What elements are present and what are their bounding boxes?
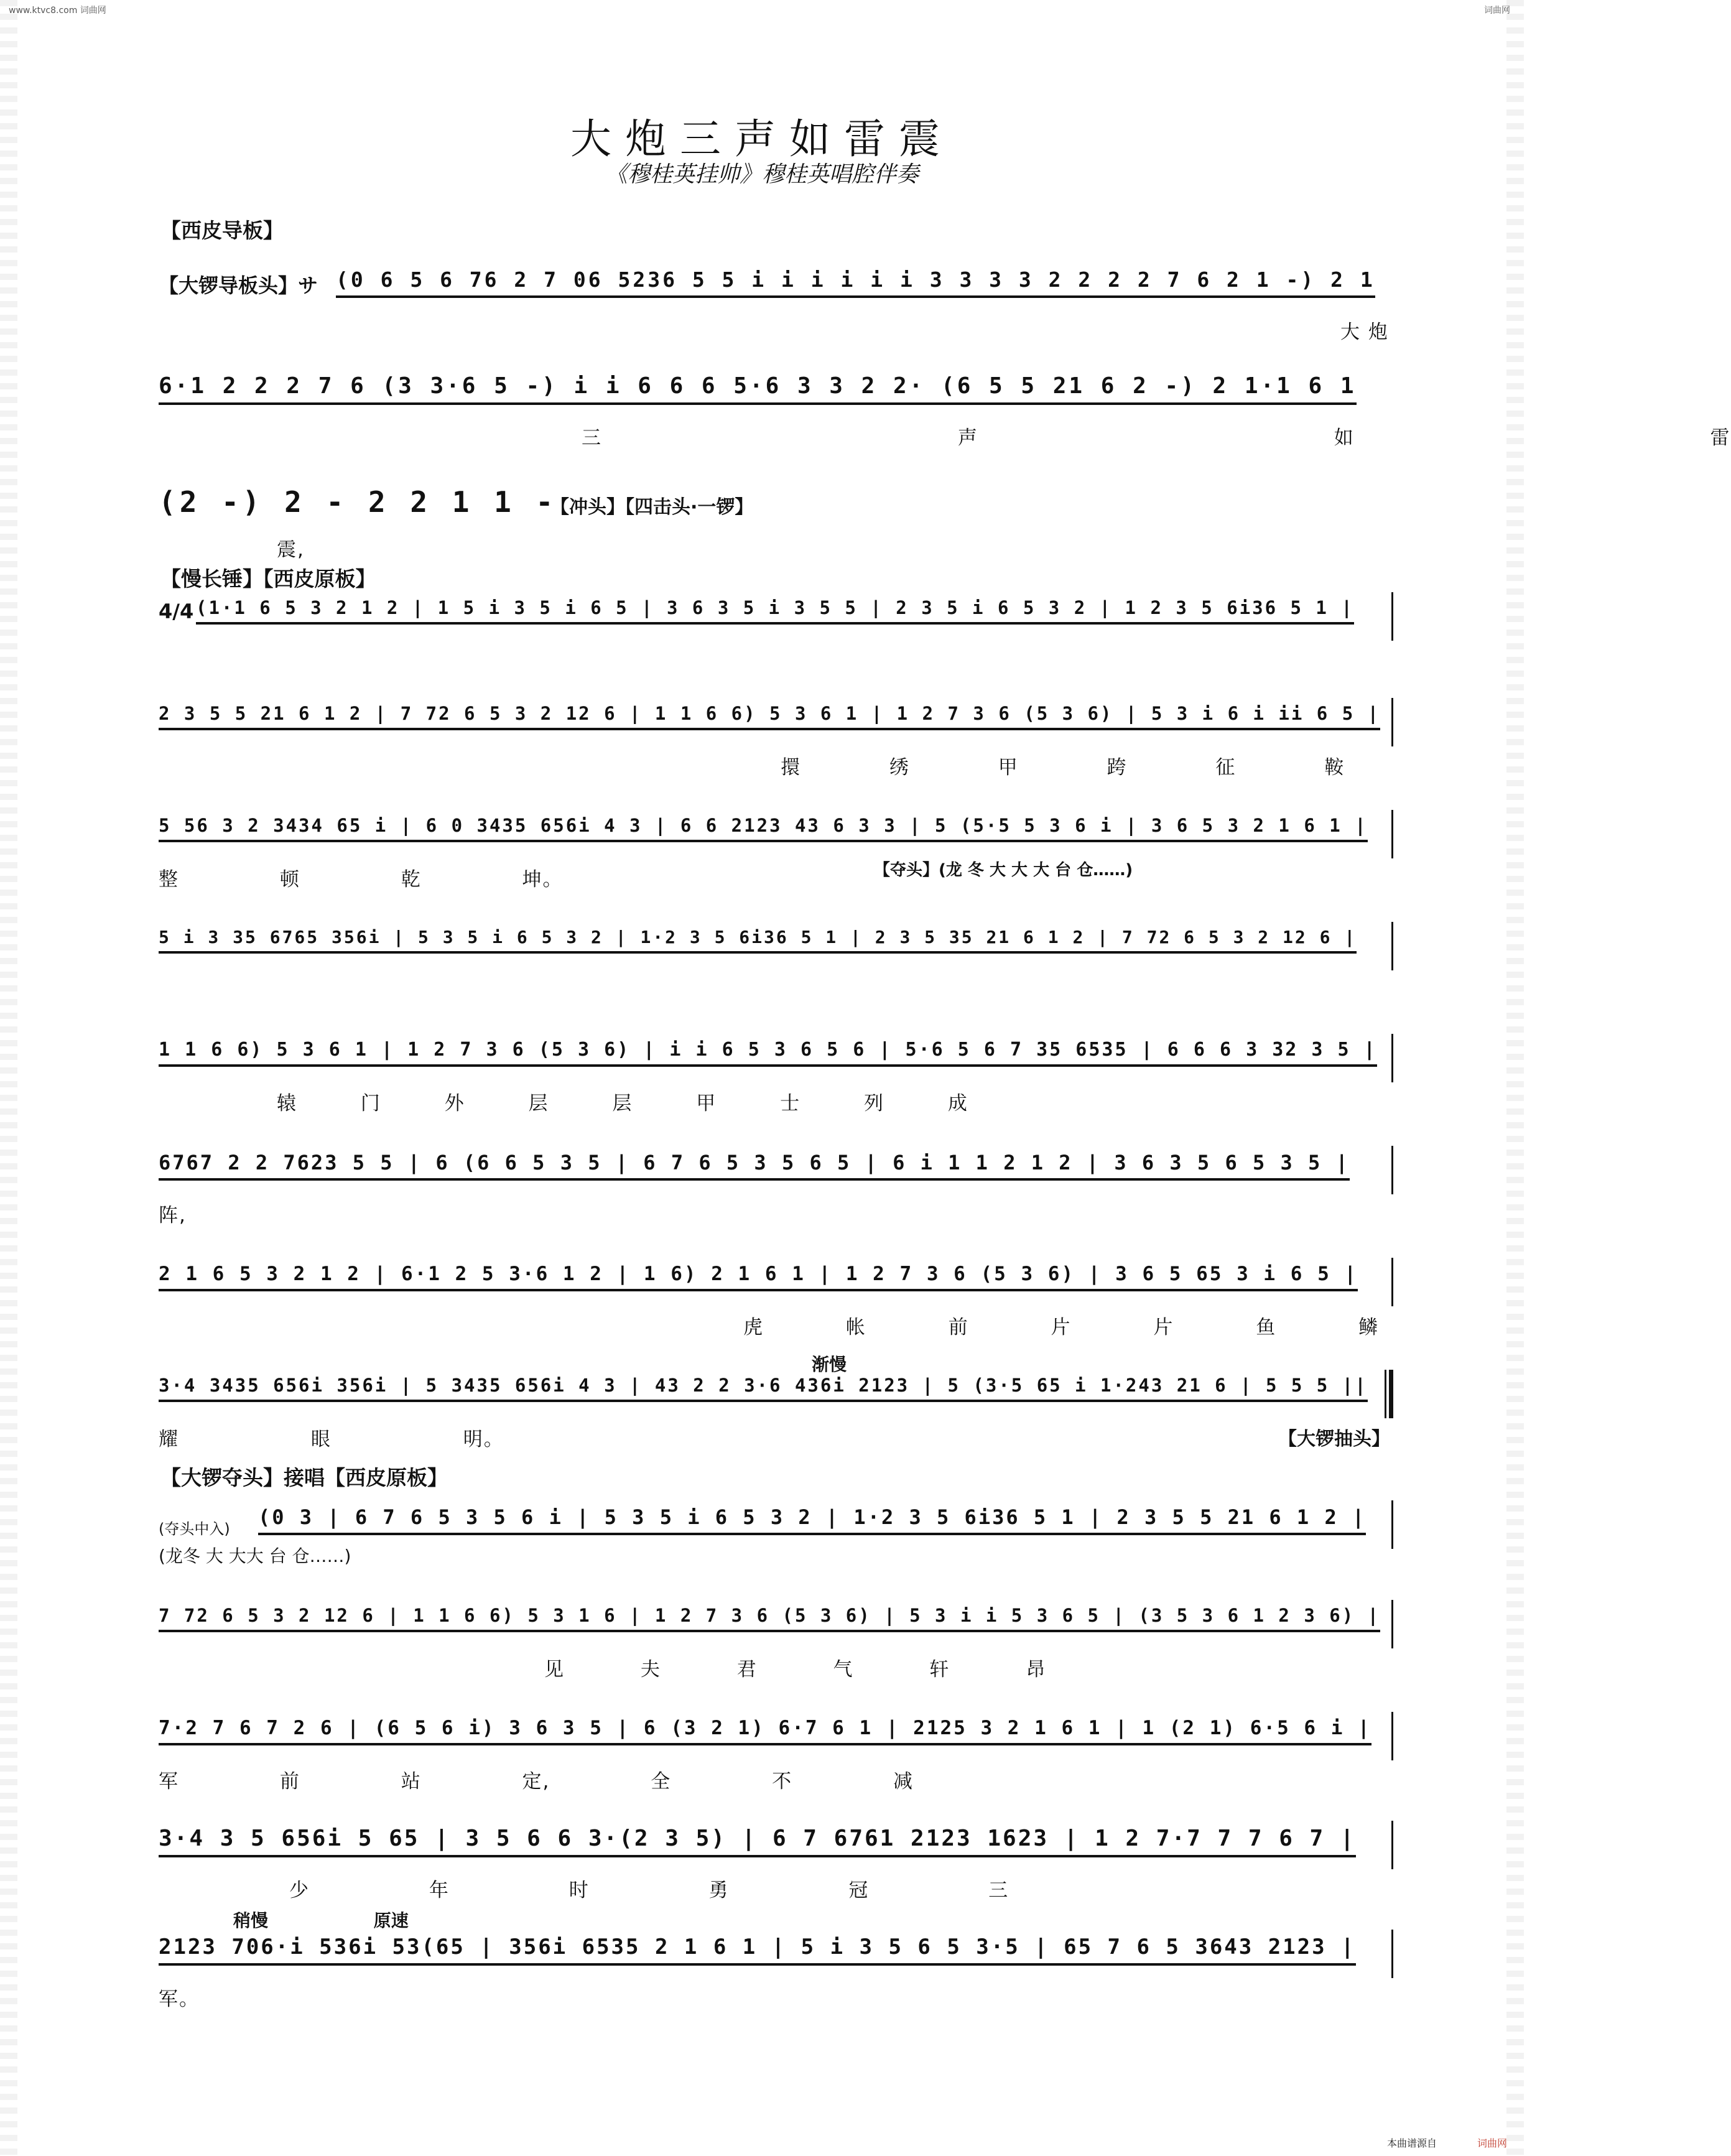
tempo-marking: 稍慢 原速 — [233, 1910, 409, 1931]
bar-line — [1391, 1146, 1393, 1194]
section-label-1: 【西皮导板】 — [160, 218, 284, 243]
footer-site-logo: 词曲网 — [1477, 2137, 1508, 2149]
left-margin-strip — [0, 0, 17, 2156]
percussion-cue: 【夺头】(龙 冬 大 大 大 台 仓……) — [874, 861, 1133, 880]
bar-line — [1391, 698, 1393, 746]
notation-line: 5 i 3 35 6765 356i | 5 3 5 i 6 5 3 2 | 1·2 3 5 6i36 5 1 | 2 3 5 35 21 6 1 2 | 7 72 6 5 3 2 12 6 | — [159, 927, 1357, 954]
lyric-line: 耀 眼 明。 — [159, 1428, 504, 1451]
percussion-cue: 【大锣抽头】 — [1278, 1428, 1390, 1450]
lyric-line: 擐 绣 甲 跨 征 鞍 — [781, 756, 1345, 779]
notation-line: (2 -) 2 - 2 2 1 1 - — [159, 485, 557, 519]
notation-line: 5 56 3 2 3434 65 i | 6 0 3435 656i 4 3 | 6 6 2123 43 6 3 3 | 5 (5·5 5 3 6 i | 3 6 5 3 2 1 6 1 | — [159, 815, 1368, 842]
notation-line: 7·2 7 6 7 2 6 | (6 5 6 i) 3 6 3 5 | 6 (3 2 1) 6·7 6 1 | 2125 3 2 1 6 1 | 1 (2 1) 6·5 6 i | — [159, 1717, 1371, 1745]
notation-line: (1·1 6 5 3 2 1 2 | 1 5 i 3 5 i 6 5 | 3 6 3 5 i 3 5 5 | 2 3 5 i 6 5 3 2 | 1 2 3 5 6i36 5 1 | — [196, 597, 1354, 625]
entry-mark: (夺头中入) — [159, 1520, 230, 1538]
notation-line: 1 1 6 6) 5 3 6 1 | 1 2 7 3 6 (5 3 6) | i i 6 5 3 6 5 6 | 5·6 5 6 7 35 6535 | 6 6 6 3 32 3 5 | — [159, 1039, 1377, 1067]
notation-line: (0 3 | 6 7 6 5 3 5 6 i | 5 3 5 i 6 5 3 2 | 1·2 3 5 6i36 5 1 | 2 3 5 5 21 6 1 2 | — [258, 1505, 1366, 1535]
lyric-line: 军。 — [159, 1988, 200, 2010]
lyric-line: 震, — [277, 539, 305, 561]
bar-line — [1391, 1500, 1393, 1549]
notation-line: 2 1 6 5 3 2 1 2 | 6·1 2 5 3·6 1 2 | 1 6) 2 1 6 1 | 1 2 7 3 6 (5 3 6) | 3 6 5 65 3 i 6 5 | — [159, 1263, 1358, 1291]
site-header-right: 词曲网 — [1484, 6, 1510, 16]
double-bar-line — [1385, 1370, 1393, 1418]
lyric-line: 辕 门 外 层 层 甲 士 列 成 — [277, 1092, 968, 1115]
bar-line — [1391, 1600, 1393, 1648]
lyric-line: 三 声 如 雷 — [582, 427, 1731, 449]
footer-source-text: 本曲谱源自 — [1387, 2137, 1437, 2149]
bar-line — [1391, 1930, 1393, 1978]
bar-line — [1391, 1258, 1393, 1306]
notation-line: 2123 706·i 536i 53(65 | 356i 6535 2 1 6 1 | 5 i 3 5 6 5 3·5 | 65 7 6 5 3643 2123 | — [159, 1935, 1356, 1966]
bar-line — [1391, 922, 1393, 970]
percussion-text: (龙冬 大 大大 台 仓……) — [159, 1546, 351, 1566]
lyric-line: 大 炮 — [1340, 321, 1389, 343]
lyric-line: 军 前 站 定, 全 不 减 — [159, 1770, 914, 1793]
notation-line: (0 6 5 6 76 2 7 06 5236 5 5 i i i i i i 3 3 3 3 2 2 2 2 7 6 2 1 -) 2 1 — [336, 267, 1375, 298]
notation-line: 7 72 6 5 3 2 12 6 | 1 1 6 6) 5 3 1 6 | 1 2 7 3 6 (5 3 6) | 5 3 i i 5 3 6 5 | (3 5 3 6 1 2 3 6) | — [159, 1605, 1380, 1632]
lyric-line: 见 夫 君 气 轩 昂 — [544, 1658, 1047, 1681]
lyric-line: 虎 帐 前 片 片 鱼 鳞 — [743, 1316, 1380, 1339]
lyric-line: 阵, — [159, 1204, 187, 1227]
bar-line — [1391, 1821, 1393, 1869]
site-header-left: www.ktvc8.com 词曲网 — [9, 6, 106, 16]
percussion-cue: 【冲头】【四击头·一锣】 — [550, 496, 754, 518]
song-subtitle: 《穆桂英挂帅》穆桂英唱腔伴奏 — [605, 162, 919, 187]
system-mark: 【大锣导板头】サ — [159, 274, 318, 297]
section-label-3: 【大锣夺头】接唱【西皮原板】 — [160, 1466, 448, 1490]
lyric-line: 整 顿 乾 坤。 — [159, 868, 564, 891]
lyric-line: 少 年 时 勇 冠 三 — [289, 1879, 1009, 1902]
bar-line — [1391, 810, 1393, 858]
tempo-marking: 渐慢 — [812, 1354, 847, 1375]
song-title: 大炮三声如雷震 — [570, 115, 954, 163]
notation-line: 2 3 5 5 21 6 1 2 | 7 72 6 5 3 2 12 6 | 1 1 6 6) 5 3 6 1 | 1 2 7 3 6 (5 3 6) | 5 3 i 6 i ii 6 5 | — [159, 703, 1380, 730]
bar-line — [1391, 1712, 1393, 1760]
notation-line: 3·4 3435 656i 356i | 5 3435 656i 4 3 | 43 2 2 3·6 436i 2123 | 5 (3·5 65 i 1·243 21 6 | 5 5 5 || — [159, 1375, 1368, 1402]
time-signature: 4/4 — [159, 600, 194, 623]
notation-line: 6·1 2 2 2 7 6 (3 3·6 5 -) i i 6 6 6 5·6 3 3 2 2· (6 5 5 21 6 2 -) 2 1·1 6 1 — [159, 373, 1357, 405]
bar-line — [1391, 592, 1393, 641]
bar-line — [1391, 1034, 1393, 1082]
section-label-2: 【慢长锤】【西皮原板】 — [160, 567, 376, 591]
notation-line: 6767 2 2 7623 5 5 | 6 (6 6 5 3 5 | 6 7 6 5 3 5 6 5 | 6 i 1 1 2 1 2 | 3 6 3 5 6 5 3 5 | — [159, 1151, 1350, 1181]
notation-line: 3·4 3 5 656i 5 65 | 3 5 6 6 3·(2 3 5) | 6 7 6761 2123 1623 | 1 2 7·7 7 7 6 7 | — [159, 1826, 1356, 1857]
right-margin-strip — [1506, 0, 1524, 2156]
